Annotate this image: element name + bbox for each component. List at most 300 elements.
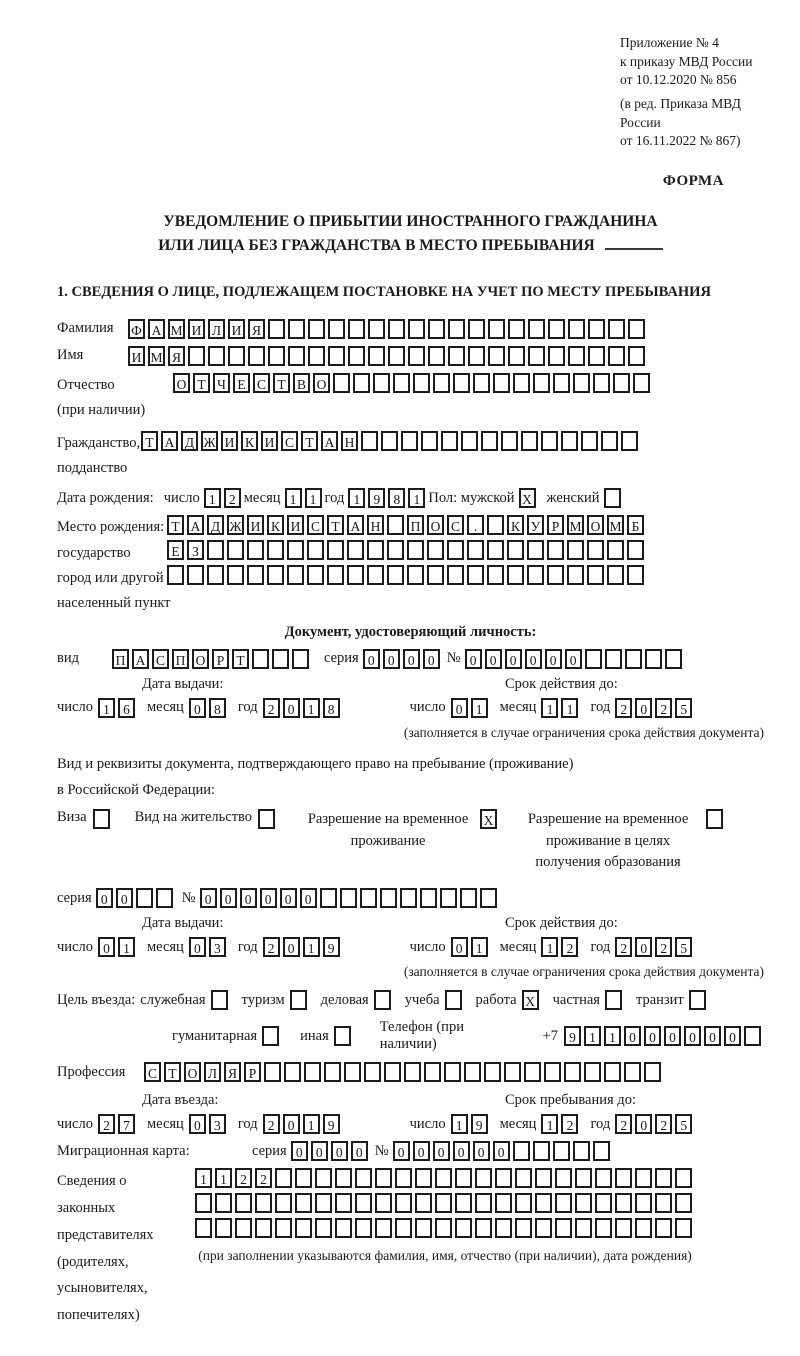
char-box xyxy=(468,346,485,366)
char-box xyxy=(267,540,284,560)
purpose-official-checkbox[interactable] xyxy=(211,990,231,1010)
char-box xyxy=(295,1168,312,1188)
permit-issue-year-field[interactable] xyxy=(263,937,343,957)
char-box xyxy=(374,990,391,1010)
char-box: И xyxy=(228,319,245,339)
char-box: П xyxy=(112,649,129,669)
entry-dates-row xyxy=(57,1114,764,1134)
expiry-note: (заполняется в случае ограничения срока действия документа) xyxy=(403,964,764,980)
entry-purpose-label: Цель въезда: xyxy=(57,991,136,1008)
birth-place-line1-field[interactable] xyxy=(167,515,647,535)
char-box xyxy=(258,809,275,829)
char-box xyxy=(324,1062,341,1082)
patronymic-label: Отчество (при наличии) xyxy=(57,376,146,419)
char-box: 0 xyxy=(96,888,113,908)
char-box xyxy=(508,346,525,366)
char-box xyxy=(348,346,365,366)
char-box xyxy=(515,1168,532,1188)
char-box xyxy=(268,346,285,366)
char-box xyxy=(587,540,604,560)
char-box xyxy=(207,565,224,585)
char-box: 0 xyxy=(116,888,133,908)
char-box xyxy=(364,1062,381,1082)
permit-expiry-year-field[interactable] xyxy=(615,937,695,957)
sex-female-checkbox[interactable] xyxy=(604,488,624,508)
permit-expiry-month-field[interactable] xyxy=(541,937,581,957)
char-box: 0 xyxy=(451,937,468,957)
char-box xyxy=(484,1062,501,1082)
char-box: О xyxy=(192,649,209,669)
permit-expiry-day-field[interactable] xyxy=(451,937,491,957)
char-box xyxy=(621,431,638,451)
year-label: год xyxy=(324,489,345,506)
char-box xyxy=(615,1193,632,1213)
char-box: 2 xyxy=(615,1114,632,1134)
legal-reps-line1-field[interactable] xyxy=(195,1168,695,1188)
char-box: О xyxy=(587,515,604,535)
char-box xyxy=(295,1193,312,1213)
char-box: В xyxy=(293,373,310,393)
char-box: С xyxy=(152,649,169,669)
sex-label: Пол: мужской xyxy=(428,489,515,506)
entry-month-field[interactable] xyxy=(189,1114,229,1134)
char-box xyxy=(455,1193,472,1213)
char-box xyxy=(375,1168,392,1188)
citizenship-field[interactable] xyxy=(141,431,641,451)
char-box: 0 xyxy=(493,1141,510,1161)
identity-doc-dates-row xyxy=(57,698,764,718)
identity-doc-row xyxy=(57,649,764,669)
char-box xyxy=(575,1218,592,1238)
char-box: 0 xyxy=(704,1026,721,1046)
char-box xyxy=(675,1193,692,1213)
char-box xyxy=(573,1141,590,1161)
permit-number-field[interactable] xyxy=(200,888,500,908)
entry-year-field[interactable] xyxy=(263,1114,343,1134)
char-box xyxy=(527,540,544,560)
birth-year-field[interactable] xyxy=(348,488,428,508)
char-box: 0 xyxy=(311,1141,328,1161)
char-box xyxy=(604,1062,621,1082)
char-box xyxy=(464,1062,481,1082)
char-box: Ф xyxy=(128,319,145,339)
char-box xyxy=(555,1193,572,1213)
char-box: 9 xyxy=(368,488,385,508)
day-label: число xyxy=(163,489,200,506)
char-box: 5 xyxy=(675,698,692,718)
stay-year-field[interactable] xyxy=(615,1114,695,1134)
char-box: 5 xyxy=(675,1114,692,1134)
char-box xyxy=(587,565,604,585)
permit-issue-day-field[interactable] xyxy=(98,937,138,957)
visa-checkbox[interactable] xyxy=(93,809,113,829)
identity-doc-date-headers xyxy=(57,676,764,696)
purpose-private-checkbox[interactable] xyxy=(605,990,625,1010)
expiry-date-header: Срок действия до: xyxy=(505,915,618,932)
given-name-field[interactable] xyxy=(128,346,648,366)
char-box xyxy=(167,565,184,585)
char-box xyxy=(355,1193,372,1213)
char-box xyxy=(627,565,644,585)
char-box xyxy=(675,1218,692,1238)
year-label: год xyxy=(590,938,611,955)
char-box xyxy=(292,649,309,669)
char-box: 0 xyxy=(545,649,562,669)
entry-day-field[interactable] xyxy=(98,1114,138,1134)
char-box xyxy=(428,346,445,366)
migration-card-row xyxy=(57,1141,764,1161)
char-box xyxy=(347,540,364,560)
char-box xyxy=(564,1062,581,1082)
char-box xyxy=(264,1062,281,1082)
char-box xyxy=(375,1218,392,1238)
char-box xyxy=(373,373,390,393)
edu-permit-checkbox[interactable] xyxy=(706,809,726,829)
char-box: 0 xyxy=(433,1141,450,1161)
char-box xyxy=(355,1218,372,1238)
char-box xyxy=(645,649,662,669)
char-box xyxy=(561,431,578,451)
char-box: 0 xyxy=(393,1141,410,1161)
char-box xyxy=(235,1218,252,1238)
char-box: Б xyxy=(627,515,644,535)
migration-card-label: Миграционная карта: xyxy=(57,1142,190,1159)
char-box xyxy=(468,319,485,339)
birth-place-line2-field[interactable] xyxy=(167,540,647,560)
permit-series-field[interactable] xyxy=(96,888,176,908)
char-box: 1 xyxy=(195,1168,212,1188)
char-box: 9 xyxy=(471,1114,488,1134)
char-box xyxy=(252,649,269,669)
residence-doc-series-row xyxy=(57,888,764,908)
char-box xyxy=(400,888,417,908)
char-box: 6 xyxy=(118,698,135,718)
char-box xyxy=(347,565,364,585)
char-box: 0 xyxy=(664,1026,681,1046)
char-box: 2 xyxy=(655,937,672,957)
char-box xyxy=(315,1168,332,1188)
char-box: П xyxy=(172,649,189,669)
char-box xyxy=(475,1193,492,1213)
legal-reps-line2-field[interactable] xyxy=(195,1193,695,1213)
birth-place-line3-field[interactable] xyxy=(167,565,647,585)
char-box: Н xyxy=(367,515,384,535)
char-box xyxy=(706,809,723,829)
birth-day-field[interactable] xyxy=(204,488,244,508)
char-box: 1 xyxy=(541,1114,558,1134)
char-box: 2 xyxy=(255,1168,272,1188)
char-box xyxy=(605,649,622,669)
char-box xyxy=(287,540,304,560)
char-box xyxy=(448,346,465,366)
migcard-series-label: серия xyxy=(252,1142,287,1159)
identity-doc-heading: Документ, удостоверяющий личность: xyxy=(284,623,537,640)
char-box xyxy=(568,346,585,366)
char-box: С xyxy=(253,373,270,393)
char-box xyxy=(524,1062,541,1082)
char-box xyxy=(435,1218,452,1238)
char-box: Т xyxy=(164,1062,181,1082)
purpose-option-other: иная xyxy=(300,1026,354,1046)
permit-issue-month-field[interactable] xyxy=(189,937,229,957)
char-box: 0 xyxy=(189,698,206,718)
char-box xyxy=(340,888,357,908)
char-box xyxy=(335,1168,352,1188)
char-box xyxy=(328,319,345,339)
char-box xyxy=(375,1193,392,1213)
char-box: 2 xyxy=(615,937,632,957)
char-box xyxy=(415,1193,432,1213)
char-box xyxy=(461,431,478,451)
char-box xyxy=(380,888,397,908)
purpose-humanitarian-checkbox[interactable] xyxy=(262,1026,282,1046)
legal-reps-line3-field[interactable] xyxy=(195,1218,695,1238)
char-box xyxy=(207,540,224,560)
char-box: 2 xyxy=(655,698,672,718)
doc-series-field[interactable] xyxy=(363,649,443,669)
char-box xyxy=(507,565,524,585)
char-box xyxy=(421,431,438,451)
char-box: 0 xyxy=(635,1114,652,1134)
surname-field[interactable] xyxy=(128,319,648,339)
residence-doc-dates-row xyxy=(57,937,764,957)
month-label: месяц xyxy=(499,699,537,716)
char-box: Т xyxy=(327,515,344,535)
doc-issue-month-field[interactable] xyxy=(189,698,229,718)
char-box: Я xyxy=(224,1062,241,1082)
char-box: 0 xyxy=(220,888,237,908)
char-box xyxy=(689,990,706,1010)
char-box xyxy=(368,319,385,339)
char-box xyxy=(287,565,304,585)
char-box: 0 xyxy=(465,649,482,669)
header-line: к приказу МВД России xyxy=(620,53,753,69)
char-box xyxy=(635,1168,652,1188)
purpose-option-work: работа X xyxy=(476,990,542,1010)
char-box xyxy=(445,990,462,1010)
char-box: О xyxy=(313,373,330,393)
char-box: 3 xyxy=(209,1114,226,1134)
char-box: А xyxy=(148,319,165,339)
purpose-tourism-checkbox[interactable] xyxy=(290,990,310,1010)
day-label: число xyxy=(409,1115,446,1132)
char-box xyxy=(367,540,384,560)
char-box xyxy=(348,319,365,339)
char-box xyxy=(533,373,550,393)
char-box: 2 xyxy=(615,698,632,718)
purpose-business-checkbox[interactable] xyxy=(374,990,394,1010)
char-box xyxy=(387,565,404,585)
temp-permit-option xyxy=(302,809,500,853)
char-box: Р xyxy=(547,515,564,535)
doc-expiry-year-field[interactable] xyxy=(615,698,695,718)
residence-doc-date-headers xyxy=(57,915,764,935)
birth-month-field[interactable] xyxy=(285,488,325,508)
char-box xyxy=(248,346,265,366)
char-box: 1 xyxy=(451,1114,468,1134)
char-box xyxy=(355,1168,372,1188)
migcard-number-field[interactable] xyxy=(393,1141,613,1161)
char-box xyxy=(584,1062,601,1082)
char-box xyxy=(635,1218,652,1238)
char-box xyxy=(535,1218,552,1238)
char-box xyxy=(413,373,430,393)
doc-type-field[interactable] xyxy=(112,649,312,669)
char-box: 1 xyxy=(471,698,488,718)
sex-male-checkbox[interactable] xyxy=(519,488,539,508)
year-label: год xyxy=(237,938,258,955)
title-line-1: УВЕДОМЛЕНИЕ О ПРИБЫТИИ ИНОСТРАННОГО ГРАЖДАНИНА xyxy=(163,212,658,230)
char-box: 2 xyxy=(263,937,280,957)
char-box: 0 xyxy=(473,1141,490,1161)
char-box xyxy=(628,319,645,339)
char-box: 1 xyxy=(98,698,115,718)
purpose-option-transit: транзит xyxy=(636,990,709,1010)
char-box xyxy=(527,565,544,585)
doc-expiry-month-field[interactable] xyxy=(541,698,581,718)
citizenship-label: Гражданство, подданство xyxy=(57,434,141,476)
migcard-series-field[interactable] xyxy=(291,1141,371,1161)
char-box xyxy=(515,1193,532,1213)
char-box xyxy=(195,1218,212,1238)
char-box: Д xyxy=(181,431,198,451)
char-box: Т xyxy=(232,649,249,669)
legal-reps-label: Сведения о законных представителях (родителях, усыновителях, попечителях) xyxy=(57,1173,154,1324)
purpose-option-tourism: туризм xyxy=(242,990,310,1010)
char-box xyxy=(547,540,564,560)
char-box xyxy=(361,431,378,451)
char-box: Ж xyxy=(201,431,218,451)
char-box xyxy=(187,565,204,585)
char-box xyxy=(555,1218,572,1238)
char-box: Т xyxy=(141,431,158,451)
char-box: 2 xyxy=(263,1114,280,1134)
char-box xyxy=(267,565,284,585)
char-box xyxy=(588,346,605,366)
issue-date-header: Дата выдачи: xyxy=(142,915,224,932)
char-box xyxy=(320,888,337,908)
char-box xyxy=(495,1193,512,1213)
char-box: 2 xyxy=(561,937,578,957)
entry-purpose-row-2 xyxy=(172,1019,764,1053)
char-box xyxy=(608,319,625,339)
purpose-study-checkbox[interactable] xyxy=(445,990,465,1010)
char-box xyxy=(480,888,497,908)
char-box xyxy=(304,1062,321,1082)
char-box: 2 xyxy=(235,1168,252,1188)
char-box xyxy=(548,319,565,339)
char-box xyxy=(581,431,598,451)
char-box xyxy=(495,1168,512,1188)
month-label: месяц xyxy=(146,1115,184,1132)
profession-label: Профессия xyxy=(57,1063,126,1080)
char-box: 0 xyxy=(280,888,297,908)
month-label: месяц xyxy=(243,489,281,506)
purpose-work-checkbox[interactable] xyxy=(522,990,542,1010)
temp-permit-checkbox[interactable] xyxy=(480,809,500,829)
char-box xyxy=(344,1062,361,1082)
char-box xyxy=(268,319,285,339)
sex-female-label: женский xyxy=(546,489,600,506)
char-box xyxy=(327,540,344,560)
char-box xyxy=(307,565,324,585)
char-box: И xyxy=(221,431,238,451)
char-box xyxy=(290,990,307,1010)
char-box xyxy=(395,1168,412,1188)
doc-issue-day-field[interactable] xyxy=(98,698,138,718)
char-box xyxy=(407,540,424,560)
legal-reps-footnote: (при заполнении указываются фамилия, имя, отчество (при наличии), дата рождения) xyxy=(198,1248,692,1264)
patronymic-field[interactable] xyxy=(173,373,653,393)
phone-field[interactable] xyxy=(564,1026,764,1046)
document-title xyxy=(57,210,764,258)
char-box xyxy=(211,990,228,1010)
char-box xyxy=(188,346,205,366)
stay-month-field[interactable] xyxy=(541,1114,581,1134)
char-box: А xyxy=(132,649,149,669)
char-box: К xyxy=(507,515,524,535)
char-box xyxy=(227,540,244,560)
stay-day-field[interactable] xyxy=(451,1114,491,1134)
char-box: 9 xyxy=(564,1026,581,1046)
char-box xyxy=(381,431,398,451)
char-box: 2 xyxy=(561,1114,578,1134)
profession-field[interactable] xyxy=(144,1062,664,1082)
char-box: 1 xyxy=(303,1114,320,1134)
stay-until-header: Срок пребывания до: xyxy=(505,1092,636,1109)
char-box: С xyxy=(281,431,298,451)
char-box xyxy=(567,565,584,585)
char-box xyxy=(387,515,404,535)
char-box: 0 xyxy=(260,888,277,908)
doc-expiry-day-field[interactable] xyxy=(451,698,491,718)
char-box xyxy=(495,1218,512,1238)
char-box: 0 xyxy=(189,937,206,957)
char-box: 0 xyxy=(189,1114,206,1134)
char-box: X xyxy=(519,488,536,508)
char-box xyxy=(487,515,504,535)
residence-permit-checkbox[interactable] xyxy=(258,809,278,829)
char-box xyxy=(504,1062,521,1082)
char-box xyxy=(488,319,505,339)
doc-issue-year-field[interactable] xyxy=(263,698,343,718)
month-label: месяц xyxy=(499,938,537,955)
char-box xyxy=(615,1218,632,1238)
char-box: 7 xyxy=(118,1114,135,1134)
edu-permit-label: Разрешение на временное проживание в целях получения образования xyxy=(527,810,689,871)
char-box xyxy=(288,346,305,366)
char-box: 0 xyxy=(525,649,542,669)
char-box xyxy=(508,319,525,339)
purpose-other-checkbox[interactable] xyxy=(334,1026,354,1046)
char-box xyxy=(521,431,538,451)
char-box xyxy=(608,346,625,366)
purpose-transit-checkbox[interactable] xyxy=(689,990,709,1010)
char-box: И xyxy=(287,515,304,535)
patronymic-label-note: (при наличии) xyxy=(57,402,146,419)
char-box xyxy=(408,319,425,339)
char-box xyxy=(448,319,465,339)
char-box xyxy=(595,1218,612,1238)
char-box xyxy=(493,373,510,393)
char-box xyxy=(384,1062,401,1082)
doc-number-field[interactable] xyxy=(465,649,685,669)
char-box xyxy=(644,1062,661,1082)
char-box xyxy=(308,319,325,339)
char-box xyxy=(655,1193,672,1213)
purpose-option-business: деловая xyxy=(321,990,394,1010)
year-label: год xyxy=(590,699,611,716)
